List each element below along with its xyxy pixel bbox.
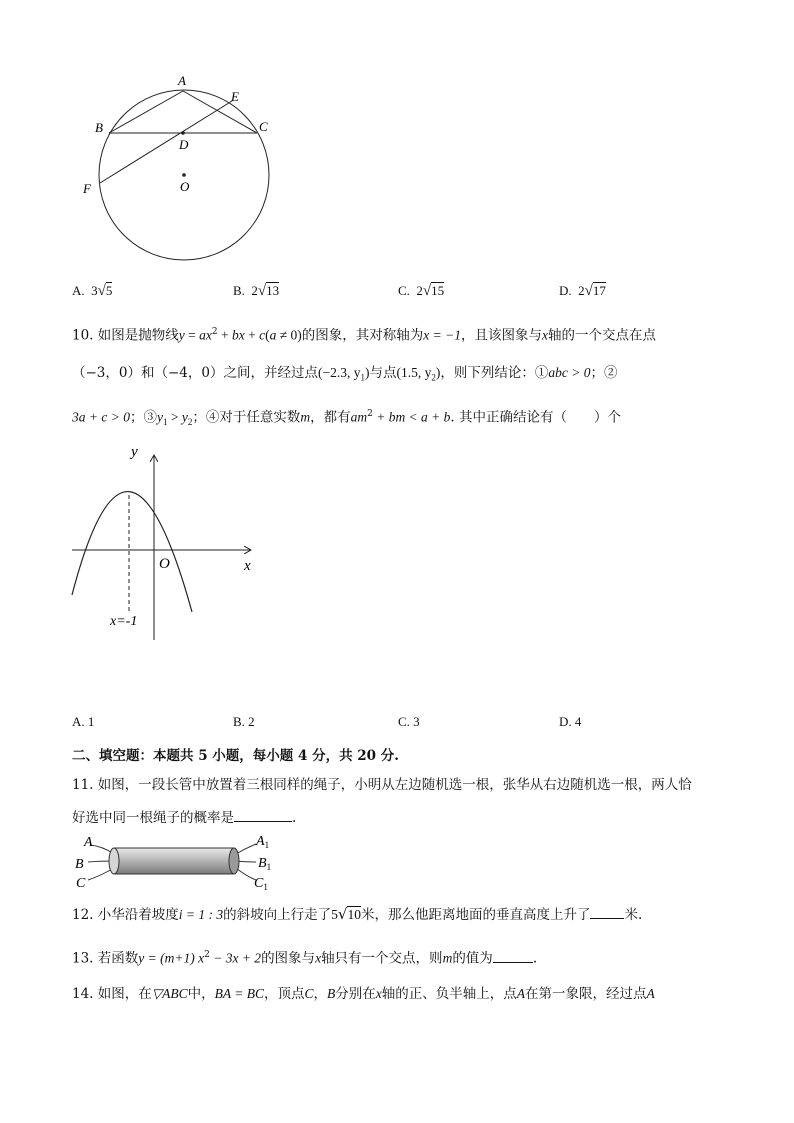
q10-option-a[interactable]: A. 1: [72, 714, 95, 729]
label-origin: O: [159, 556, 170, 572]
q10-option-b[interactable]: B. 2: [233, 714, 255, 729]
tube: [114, 848, 234, 874]
label-d: D: [179, 137, 189, 152]
tube-right-end: [229, 848, 239, 874]
q11-line1: 11. 如图，一段长管中放置着三根同样的绳子，小明从左边随机选一根，张华从右边随机选一根，两人恰: [72, 777, 692, 793]
label-symmetry: x=-1: [110, 614, 138, 629]
label-a: A: [178, 73, 186, 88]
q14-line: 14. 如图，在▽ABC中，BA = BC，顶点C，B分别在x轴的正、负半轴上，点A在第一象限，经过点A: [72, 986, 655, 1002]
label-c: C: [259, 119, 268, 134]
label-f: F: [83, 181, 91, 196]
q10-line2: （−3，0）和（−4，0）之间，并经过点(−2.3, $y_1$)与点(1.5, $y_2$)，则下列结论：①abc > 0；②: [72, 365, 618, 383]
q12-line: 12. 小华沿着坡度i = 1 : 3的斜坡向上行走了5√10米，那么他距离地面的垂直高度上升了 米.: [72, 905, 643, 923]
label-a1: $A_1$: [256, 834, 270, 850]
q11-tube-figure: [70, 828, 280, 893]
section2-title: 二、填空题：本题共 5 小题，每小题 4 分，共 20 分.: [72, 748, 399, 764]
label-c1: $C_1$: [254, 876, 268, 892]
label-x: x: [244, 558, 251, 574]
q10-line3: 3a + c > 0；$③y_1 > y_2$；④对于任意实数m，都有$am^2$ + bm < a + b. 其中正确结论有（ ）个: [72, 409, 622, 428]
q13-line: 13. 若函数y = (m+1) $x^2 - 3x + 2$的图象与x轴只有一个交点，则m的值为 .: [72, 946, 537, 968]
label-b1: $B_1$: [258, 856, 272, 872]
q11-answer-blank[interactable]: [234, 807, 292, 822]
label-o: O: [180, 179, 190, 194]
q9-option-b[interactable]: B. 2√13: [233, 283, 280, 299]
label-b: B: [95, 120, 103, 135]
q10-option-c[interactable]: C. 3: [398, 714, 420, 729]
q13-answer-blank[interactable]: [493, 948, 533, 963]
q10-line1: 10. 如图是抛物线$y = ax^2$ + bx + c(a ≠ 0)的图象，其对称轴为x = −1，且该图象与x轴的一个交点在点: [72, 327, 657, 344]
q10-parabola-graph: [68, 440, 268, 640]
label-b: B: [75, 857, 84, 872]
q10-option-d[interactable]: D. 4: [559, 714, 582, 729]
point-d: [181, 131, 185, 135]
q11-line2: 好选中同一根绳子的概率是 .: [72, 807, 296, 827]
point-o: [182, 173, 186, 177]
q12-answer-blank[interactable]: [590, 904, 624, 919]
parabola-curve: [72, 492, 192, 612]
label-c: C: [76, 876, 86, 891]
label-e: E: [231, 89, 239, 104]
q9-circle-figure: [70, 65, 280, 270]
segment-ab: [109, 91, 183, 133]
q9-option-a[interactable]: A. 3√5: [72, 283, 113, 299]
q9-option-d[interactable]: D. 2√17: [559, 283, 606, 299]
tube-left-end: [109, 848, 119, 874]
label-y: y: [131, 444, 138, 460]
segment-ac: [183, 91, 257, 133]
q9-option-c[interactable]: C. 2√15: [398, 283, 445, 299]
chord-fe: [100, 101, 232, 183]
label-a: A: [84, 835, 93, 850]
